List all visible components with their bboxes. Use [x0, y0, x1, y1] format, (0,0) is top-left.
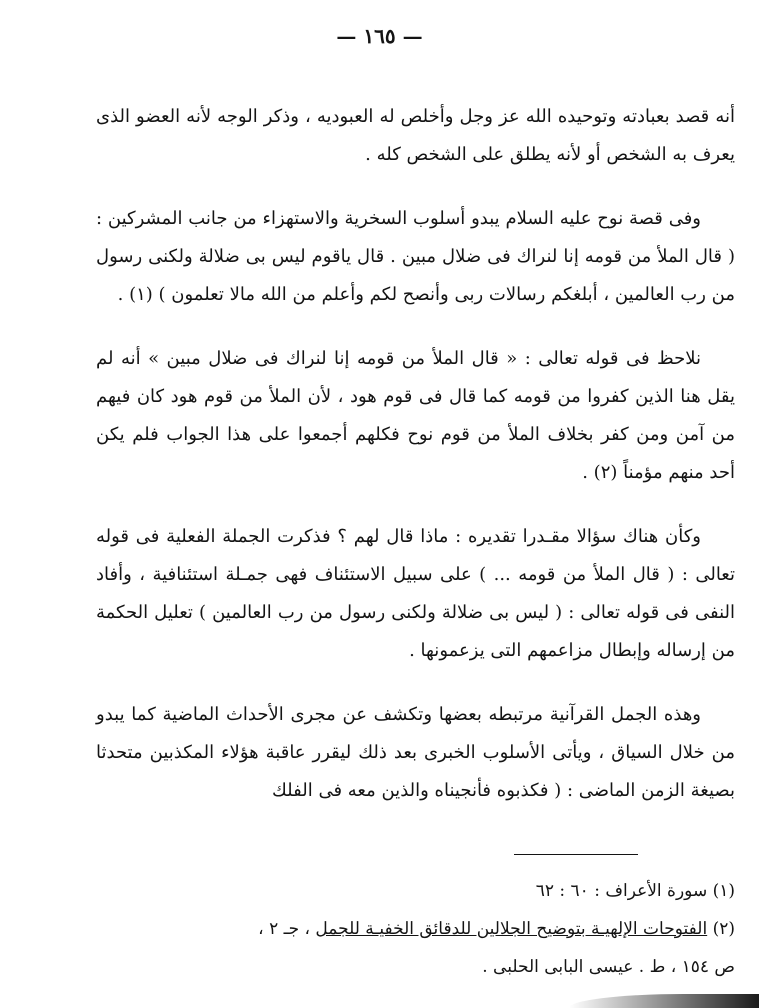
footnote-2-number: (٢)	[707, 919, 735, 939]
footnote-divider	[514, 854, 638, 855]
paragraph: نلاحظ فى قوله تعالى : « قال الملأ من قومه إنا لنراك فى ضلال مبين » أنه لم يقل هنا الذين كفروا من قومه كما قال فى قوم هود ، لأن الملأ من قوم هود كان فيهم من آمن ومن كفر بخلاف الملأ من قوم نوح فكلهم أجمعوا على هذا الجواب فلم يكن أحد منهم مؤمناً (٢) .	[96, 348, 735, 483]
footnote-2	[96, 910, 735, 948]
scan-edge-shadow	[569, 994, 759, 1008]
page-number: — ١٦٥ —	[336, 24, 423, 48]
footnotes	[96, 872, 735, 986]
footnote-2-continuation: ص ١٥٤ ، ط . عيسى البابى الحلبى .	[482, 957, 735, 977]
footnote-1: (١) سورة الأعراف : ٦٠ : ٦٢	[535, 881, 735, 901]
paragraph: وكأن هناك سؤالا مقـدرا تقديره : ماذا قال لهم ؟ فذكرت الجملة الفعلية فى قوله تعالى : ( قال الملأ من قومه ... ) على سبيل الاستئناف فهى جمـلة استئنافية ، وأفاد النفى فى قوله تعالى : ( ليس بى ضلالة ولكنى رسول من رب العالمين ) تعليل الحكمة من إرساله وإبطال مزاعمهم التى يزعمونها .	[96, 526, 735, 661]
main-text	[96, 98, 735, 836]
paragraph: أنه قصد بعبادته وتوحيده الله عز وجل وأخلص له العبوديه ، وذكر الوجه لأنه العضو الذى يعرف به الشخص أو لأنه يطلق على الشخص كله .	[96, 106, 735, 165]
paragraph: وفى قصة نوح عليه السلام يبدو أسلوب السخرية والاستهزاء من جانب المشركين : ( قال الملأ من قومه إنا لنراك فى ضلال مبين . قال ياقوم ليس بى ضلالة ولكنى رسول من رب العالمين ، أبلغكم رسالات ربى وأنصح لكم وأعلم من الله مالا تعلمون ) (١) .	[96, 208, 735, 305]
paragraph: وهذه الجمل القرآنية مرتبطه بعضها وتكشف عن مجرى الأحداث الماضية كما يبدو من خلال السياق ، ويأتى الأسلوب الخبرى بعد ذلك ليقرر عاقبة هؤلاء المكذبين متحدثا بصيغة الزمن الماضى : ( فكذبوه فأنجيناه والذين معه فى الفلك	[96, 704, 735, 801]
footnote-2-volume: ، جـ ٢ ،	[258, 919, 316, 939]
footnote-2-book-title: الفتوحات الإلهيـة بتوضيح الجلالين للدقائق الخفيـة للجمل	[315, 919, 708, 939]
